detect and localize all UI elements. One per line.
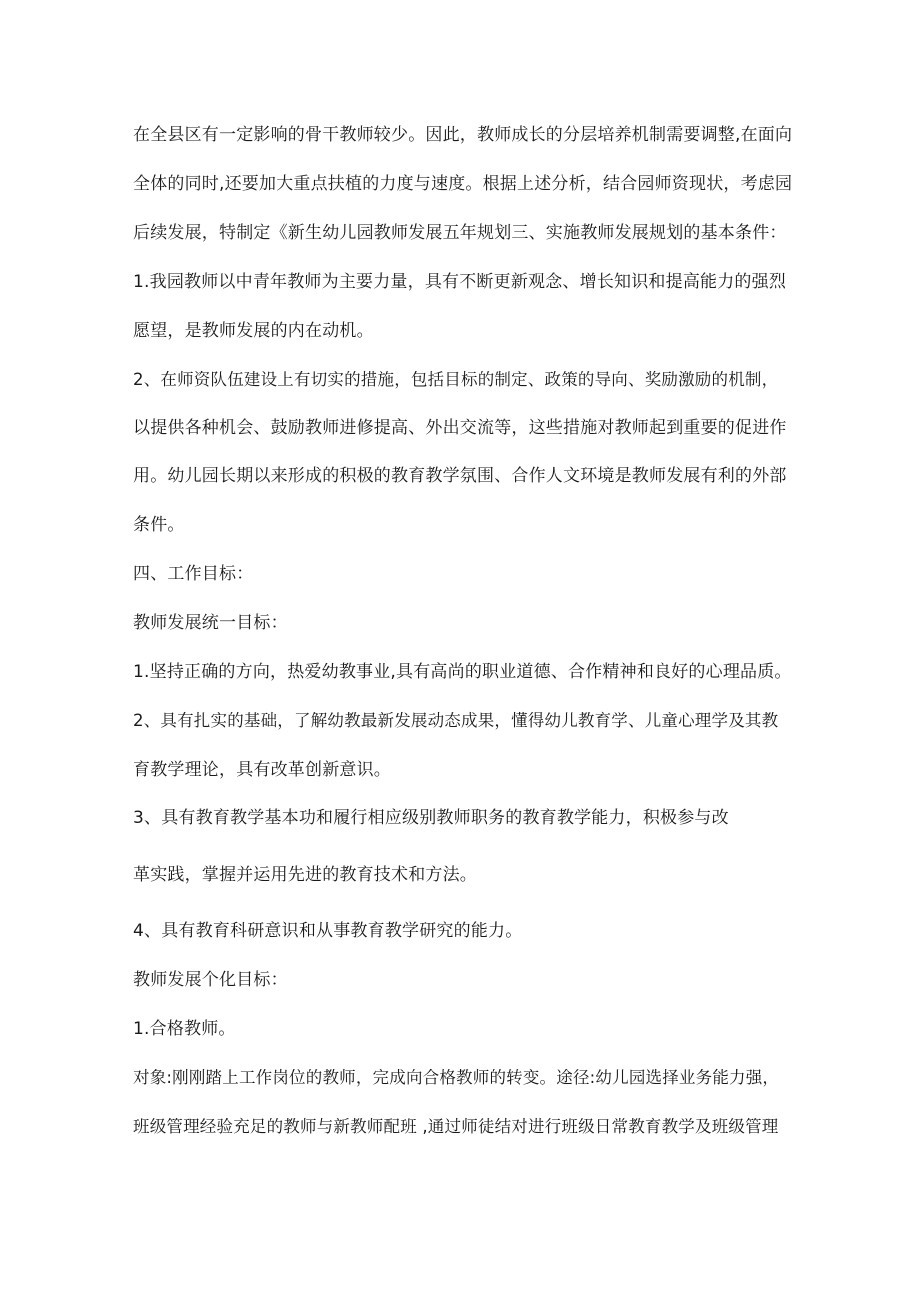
- text-line: 愿望，是教师发展的内在动机。: [133, 321, 374, 341]
- text-line: 1.合格教师。: [133, 1019, 236, 1039]
- text-line: 2、在师资队伍建设上有切实的措施，包括目标的制定、政策的导向、奖励激励的机制，: [133, 370, 779, 389]
- text-line: 后续发展，特制定《新生幼儿园教师发展五年规划三、实施教师发展规划的基本条件：: [133, 223, 787, 243]
- text-line: 革实践，掌握并运用先进的教育技术和方法。: [133, 865, 477, 885]
- text-line: 1.坚持正确的方向，热爱幼教事业,具有高尚的职业道德、合作精神和良好的心理品质。: [133, 662, 792, 682]
- text-line: 2、具有扎实的基础，了解幼教最新发展动态成果，懂得幼儿教育学、儿童心理学及其教: [133, 711, 779, 730]
- text-line: 条件。: [133, 515, 185, 535]
- text-line: 对象:刚刚踏上工作岗位的教师，完成向合格教师的转变。途径:幼儿园选择业务能力强，: [133, 1068, 780, 1087]
- text-line: 3、具有教育教学基本功和履行相应级别教师职务的教育教学能力，积极参与改: [133, 808, 729, 828]
- subsection-heading: 教师发展统一目标：: [133, 613, 288, 633]
- text-line: 用。幼儿园长期以来形成的积极的教育教学氛围、合作人文环境是教师发展有利的外部: [133, 466, 787, 486]
- text-line: 育教学理论，具有改革创新意识。: [133, 760, 391, 780]
- text-line: 班级管理经验充足的教师与新教师配班 ,通过师徒结对进行班级日常教育教学及班级管理: [133, 1117, 779, 1136]
- section-heading: 四、工作目标：: [133, 564, 254, 584]
- text-line: 以提供各种机会、鼓励教师进修提高、外出交流等，这些措施对教师起到重要的促进作: [133, 418, 787, 438]
- text-line: 在全县区有一定影响的骨干教师较少。因此，教师成长的分层培养机制需要调整,在面向: [133, 125, 793, 145]
- text-line: 4、具有教育科研意识和从事教育教学研究的能力。: [133, 921, 523, 941]
- text-line: 全体的同时,还要加大重点扶植的力度与速度。根据上述分析，结合园师资现状，考虑园: [133, 174, 793, 194]
- subsection-heading: 教师发展个化目标：: [133, 970, 288, 990]
- text-line: 1.我园教师以中青年教师为主要力量，具有不断更新观念、增长知识和提高能力的强烈: [133, 272, 787, 292]
